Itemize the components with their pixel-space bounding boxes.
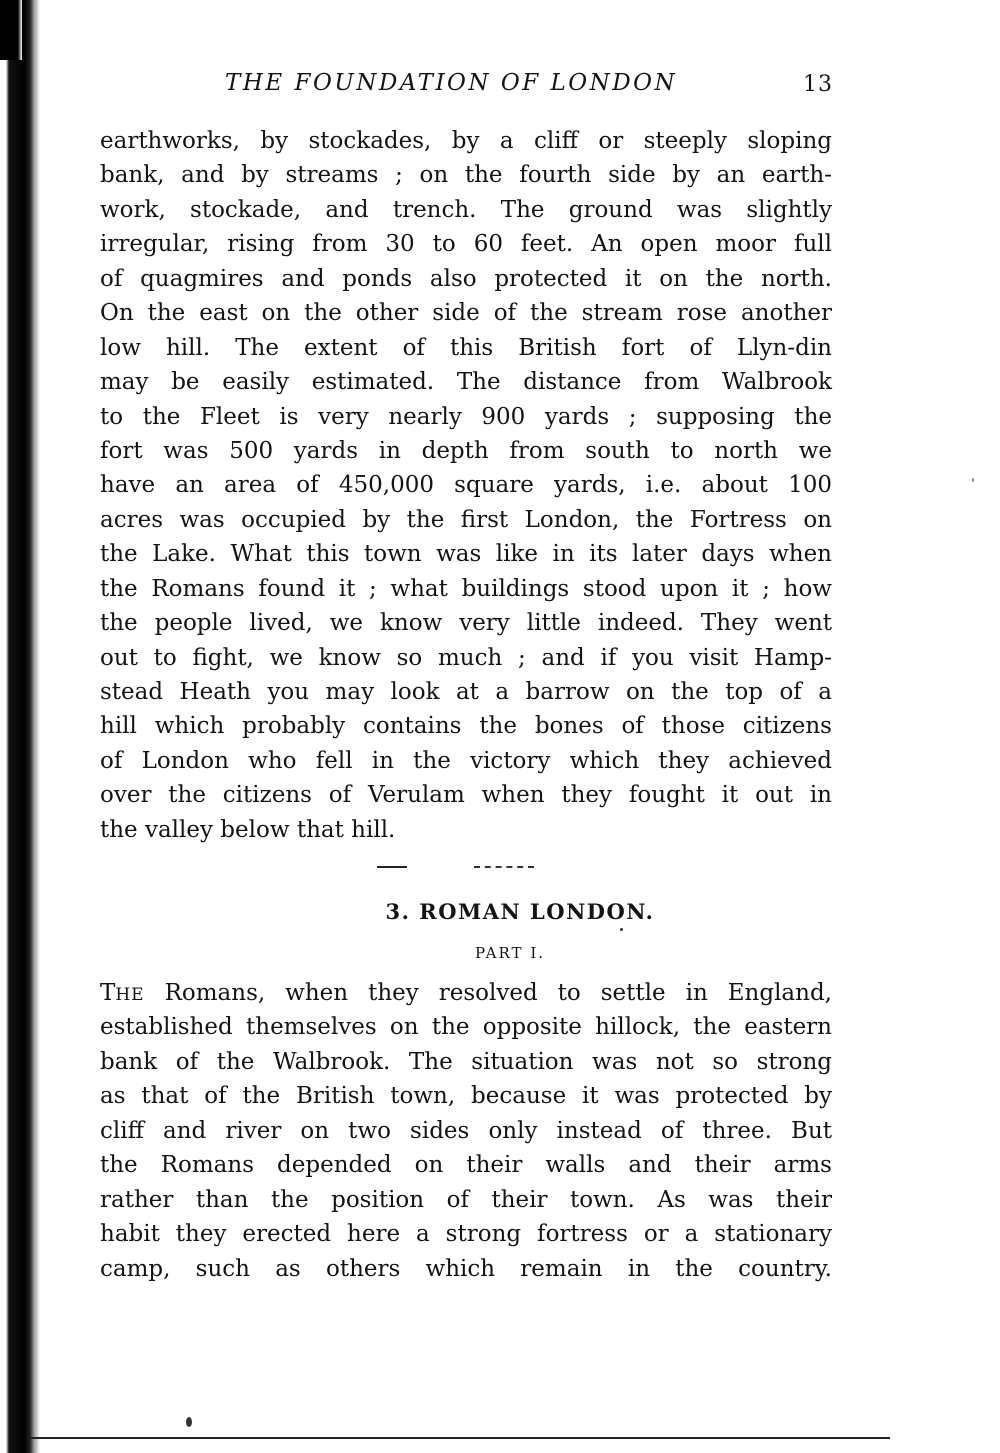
print-speck	[620, 928, 623, 931]
text-line: camp, such as others which remain in the country.	[100, 1255, 832, 1282]
text-line: rather than the position of their town. As was their	[100, 1186, 832, 1213]
lead-line-text: Romans, when they resolved to settle in England,	[144, 980, 832, 1006]
text-line: cliff and river on two sides only instead of three. But	[100, 1117, 832, 1144]
paragraph-1	[100, 124, 832, 847]
text-line: the valley below that hill.	[100, 816, 396, 843]
drop-cap: T	[100, 980, 116, 1006]
paragraph-2	[100, 976, 832, 1286]
small-caps-lead: HE	[115, 985, 145, 1005]
binding-shadow	[0, 0, 22, 60]
text-line: of quagmires and ponds also protected it on the north.	[100, 265, 832, 292]
text-line: On the east on the other side of the stream rose another	[100, 300, 832, 327]
print-speck	[186, 1417, 192, 1427]
text-line: hill which probably contains the bones of those citizens	[100, 713, 832, 740]
text-line: low hill. The extent of this British fort of Llyn-din	[100, 334, 832, 361]
page-bottom-edge	[30, 1437, 890, 1439]
text-line: earthworks, by stockades, by a cliff or steeply sloping	[100, 128, 832, 154]
section-divider-rule	[474, 866, 534, 869]
text-line: out to fight, we know so much ; and if you visit Hamp-	[100, 644, 832, 671]
text-line: the Romans found it ; what buildings stood upon it ; how	[100, 575, 832, 602]
print-speck	[972, 478, 974, 482]
text-line: to the Fleet is very nearly 900 yards ; supposing the	[100, 403, 832, 430]
text-line: have an area of 450,000 square yards, i.e. about 100	[100, 472, 832, 499]
text-line: work, stockade, and trench. The ground was slightly	[100, 196, 832, 223]
text-line: of London who fell in the victory which they achieved	[100, 747, 832, 774]
text-line: the Lake. What this town was like in its later days when	[100, 541, 832, 568]
text-line: fort was 500 yards in depth from south to north we	[100, 437, 832, 464]
text-line: established themselves on the opposite hillock, the eastern	[100, 1014, 832, 1041]
text-line: the people lived, we know very little indeed. They went	[100, 610, 832, 637]
text-line: over the citizens of Verulam when they fought it out in	[100, 782, 832, 809]
text-line: as that of the British town, because it was protected by	[100, 1083, 832, 1110]
section-title: 3. ROMAN LONDON.	[385, 899, 655, 924]
text-line: may be easily estimated. The distance from Walbrook	[100, 369, 832, 396]
book-binding-edge	[0, 0, 40, 1453]
text-line: habit they erected here a strong fortress or a stationary	[100, 1221, 832, 1248]
text-line-lead	[100, 976, 832, 1010]
page-number: 13	[803, 72, 833, 97]
text-line: bank of the Walbrook. The situation was not so strong	[100, 1048, 832, 1075]
text-line: acres was occupied by the first London, the Fortress on	[100, 506, 832, 533]
running-head: THE FOUNDATION OF LONDON	[225, 70, 678, 96]
section-divider-rule	[377, 866, 407, 868]
text-line: the Romans depended on their walls and their arms	[100, 1152, 832, 1179]
section-subtitle: PART I.	[474, 944, 546, 962]
text-line: stead Heath you may look at a barrow on the top of a	[100, 679, 832, 705]
text-line: irregular, rising from 30 to 60 feet. An open moor full	[100, 231, 832, 258]
text-line: bank, and by streams ; on the fourth side by an earth-	[100, 162, 832, 189]
